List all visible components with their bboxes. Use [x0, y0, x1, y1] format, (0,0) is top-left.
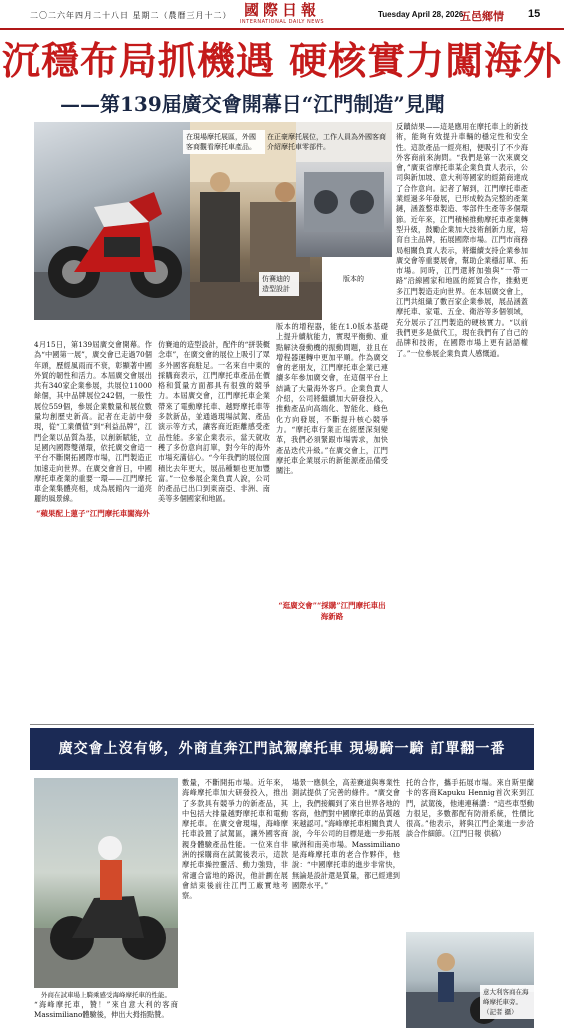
sub-headline: ——第139届廣交會開幕日“江門制造”見聞: [60, 92, 445, 116]
main-headline: 沉穩布局抓機遇 硬核實力闖海外: [1, 38, 563, 83]
article-subheading-1: “蘋果配上蓮子”江門摩托車闖海外: [36, 509, 150, 518]
section-divider: [30, 724, 534, 725]
article-column-4: 反饋結果——這是應用在摩托車上的新技術，能夠有效提升車輛的穩定性和安全性。這款產品一經亮相，便吸引了不少海外客商前來詢問。“我們是第一次來廣交會，”廣東省摩托車某企業負責人表示，公司與新加坡、意大利等國家的經銷商達成了合作意向。記者了解到，江門摩托車產業經過多年發展，已形成較為完整的產業鏈，涵蓋整車製造、零部件生產等多個環節。近年來，江門積極推動摩托車產業轉型升級，鼓勵企業加大技術創新力度，培育自主品牌，拓展國際市場。江門市商務局相關負責人表示，將繼續支持企業參加廣交會等重要展會，幫助企業穩訂單、拓市場。同時，江門還將加強與“一帶一路”沿線國家和地區的經貿合作，推動更多江門製造走向世界。在本屆廣交會上，江門共組織了數百家企業參展，展品涵蓋摩托車、家電、五金、衛浴等多個領域，充分展示了江門製造的硬核實力。“以前我們更多是做代工，現在我們有了自己的品牌和技術，在國際市場上更有話語權了。”一位參展企業負責人感慨道。: [396, 122, 528, 358]
article-column-2: 仿賽迪的造型設計，配件的“拼裝概念車”，在廣交會的展位上吸引了眾多外國客商駐足。一名來自中東的採購商表示，江門摩托車產品在價格和質量方面都具有很強的競爭力。本屆廣交會，江門摩托車企業帶來了電動摩托車、越野摩托車等多款新品，並通過現場試駕、產品演示等方式，讓客商近距離感受產品性能。多家企業表示，當天就收穫了多份意向訂單，對今年的海外市場充滿信心。“今年我們的展位面積比去年更大，展品種類也更加豐富。”一位參展企業負責人說，公司的產品已出口到東南亞、非洲、南美等多個國家和地區。: [158, 340, 270, 504]
article-column-1: 4月15日，第139屆廣交會開幕。作為“中國第一展”，廣交會已走過70個年頭，歷經風雨而不衰，彰顯著中國外貿的韌性和活力。本屆廣交會展出共有340家企業參展，共展位11000餘個，其中品牌展位242個，一般性展位559個，參展企業數量和展位數量均創歷史新高。記者在走訪中發現，從“工業價值”到“利益品牌”，江門企業以品質為基，以創新賦能，立足國內國際雙循環，依托廣交會這一平台不斷開拓國際市場，江門製造正加速走向世界。在廣交會首日，中國摩托車產業的重要一環——江門摩托車企業集體亮相，成為展館內一道亮麗的風景線。: [34, 340, 152, 504]
label-design: 仿賽迪的造型設計: [259, 272, 299, 296]
caption-test-ride-photo: 外商在試車場上騎乘感受海峰摩托車的性能。: [41, 991, 171, 999]
issue-date-en: Tuesday April 28, 2026: [378, 10, 464, 19]
second-article-column-2: 數量，不斷開拓市場。近年來，海峰摩托車加大研發投入，推出了多款具有競爭力的新產品，其中包括大排量越野摩托車和電動摩托車。在廣交會現場，海峰摩托車設置了試駕區，讓外國客商親身體驗產品性能。一位來自非洲的採購商在試駕後表示，這款摩托車操控靈活、動力強勁，非常適合當地的路況，他計劃在展會結束後前往江門工廠實地考察。: [182, 778, 288, 901]
article-column-3: 版本的增程器，能在1.0版本基礎上提升續航能力，實現平衡動、重點解決發動機的振動問題，並且在增程器運轉中更加平順。作為廣交會的老朋友，江門摩托車企業已連續多年參加廣交會，在這個平台上結識了大量海外客戶。企業負責人介紹，公司將繼續加大研發投入，推動產品向高端化、智能化、綠色化方向發展，不斷提升核心競爭力。“摩托車行業正在經歷深刻變革，我們必須緊跟市場需求，加快產品迭代升級。”在廣交會上，江門摩托車企業展示的新能源產品備受關注。: [276, 322, 388, 476]
rider-illustration: [34, 778, 178, 988]
second-article-column-4: 托的合作，攜手拓展市場。來自斯里蘭卡的客商Kapuku Hennig首次來到江門，試駕後，他連連稱讚：“這些車型動力很足，多數都配有防滑系統，性價比很高。”他表示，將與江門企業進一步洽談合作細節。（江門日報 供稿）: [406, 778, 534, 839]
exhibition-photo-left: [34, 122, 194, 320]
label-version: 版本的: [340, 272, 392, 286]
page-header: [0, 0, 564, 30]
second-article-column-3: 場景一應俱全，高差賽道與專業性測試提供了完善的條件。“廣交會上，我們接觸到了來自世界各地的客商，他們對中國摩托車的品質越來越認可。”海峰摩托車相關負責人說，今年公司的目標是進一步拓展歐洲和南美市場。Massimiliano是海峰摩托車的老合作夥伴，他說：“中國摩托車的進步非常快，無論是設計還是質量，都已經達到國際水平。”: [292, 778, 400, 890]
second-article-banner: 廣交會上沒有够，外商直奔江門試駕摩托車 現場騎一騎 訂單翻一番: [30, 728, 534, 770]
caption-middle-photo: 在正豪摩托展位，工作人員為外國客商介紹摩托車零部件。: [267, 133, 386, 151]
masthead-en: INTERNATIONAL DAILY NEWS: [239, 19, 325, 25]
section-name: 五邑鄉情: [460, 10, 504, 23]
article-subheading-2: “逛廣交會”“採購”江門摩托車出海新路: [278, 601, 386, 621]
caption-client-photo: 意大利客商在海峰摩托車旁。（記者 攝）: [480, 985, 534, 1019]
masthead-logo: [232, 2, 332, 25]
test-ride-photo: [34, 778, 178, 988]
masthead-cn: 國際日報: [243, 1, 320, 19]
issue-date-cn: 二〇二六年四月二十八日 星期二（農曆三月十二）: [30, 11, 232, 20]
motorcycle-illustration: [34, 122, 194, 320]
caption-left-photo: 在現場摩托展區，外國客商觀看摩托車產品。: [183, 130, 265, 154]
page-number: 15: [528, 8, 541, 20]
second-article-column-1: “海峰摩托車，贊！”來自意大利的客商Massimiliano體驗後，伸出大拇指點贊。: [34, 1000, 178, 1020]
